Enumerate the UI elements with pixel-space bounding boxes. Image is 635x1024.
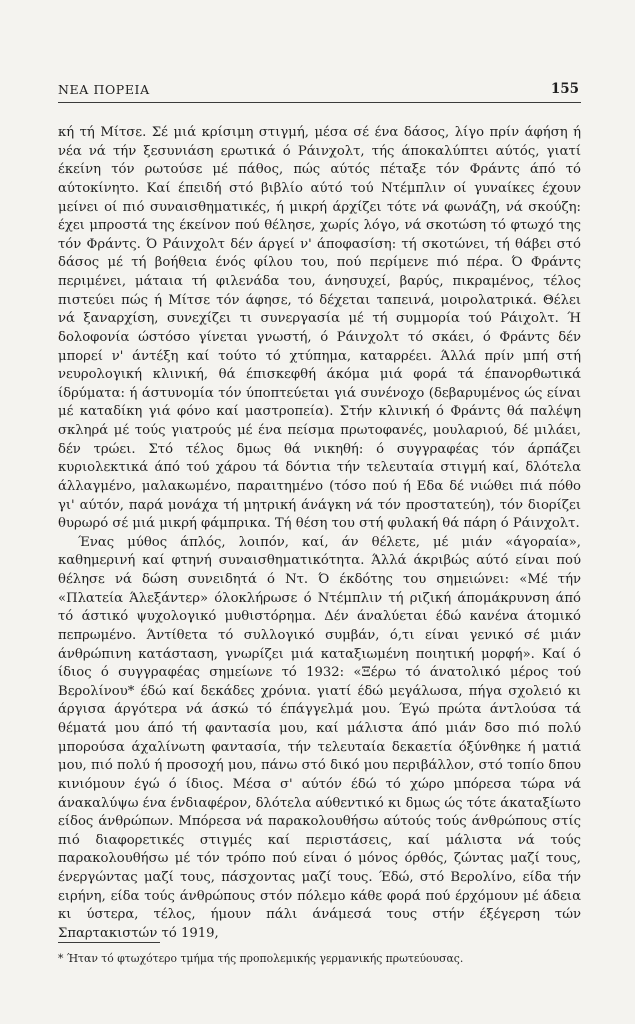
page-number: 155: [550, 81, 579, 97]
paragraph: Ένας μύθος άπλός, λοιπόν, καί, άν θέλετε, μέ μιάν «άγοραία», καθημερινή καί φτηνή συναισθηματικότητα. Άλλά άκριβώς αύτό είναι πού θέλησε νά δώση συνειδητά ό Ντ. Ό έκδότης του σημειώνει: «Μέ τήν «Πλατεία Άλεξάντερ» όλοκλήρωσε ό Ντέμπλιν τή ριζική άπομάκρυνση άπό τό άστικό ψυχολογικό μυθιστόρημα. Δέν άναλύεται έδώ κανένα άτομικό πεπρωμένο. Άντίθετα τό συλλογικό συμβάν, ό,τι είναι γενικό σέ μιάν άνθρώπινη κατάσταση, γνωρίζει μιά καταξιωμένη ποιητική μορφή». Καί ό ίδιος ό συγγραφέας σημείωνε τό 1932: «Ξέρω τό άνατολικό μέρος τού Βερολίνου* έδώ καί δεκάδες χρόνια. γιατί έδώ μεγάλωσα, πήγα σχολειό κι άργισα άργότερα νά άσκώ τό έπάγγελμά μου. Έγώ πρώτα άντλούσα τά θέματά μου άπό τή φαντασία μου, καί μάλιστα άπό μιάν δσο πιό πολύ μπορούσα άχαλίνωτη φαντασία, τήν τελευταία δεκαετία όξύνθηκε ή ματιά μου, πιό πολύ ή προσοχή μου, πάνω στό δικό μου περιβάλλον, στό τοπίο δπου κινιόμουν έγώ ό ίδιος. Μέσα σ' αύτόν έδώ τό χώρο μπόρεσα τώρα νά άνακαλύψω ένα ένδιαφέρον, δλότελα αύθεντικό κι δμως ώς τότε άκαταξίωτο είδος άνθρώπων. Μπόρεσα νά παρακολουθήσω αύτούς τούς άνθρώπους στίς πιό διαφορετικές στιγμές καί περιστάσεις, καί μάλιστα νά τούς παρακολουθήσω μέ τόν τρόπο πού είναι ό μόνος όρθός, ζώντας μαζί τους, ένεργώντας μαζί τους, πάσχοντας μαζί τους. Έδώ, στό Βερολίνο, είδα τήν ειρήνη, είδα τούς άνθρώπους στόν πόλεμο κάθε φορά πού έρχόμουν μέ άδεια κι ύστερα, τέλος, ήμουν πάλι άνάμεσά τους στήν έξέγερση τών Σπαρτακιστών τό 1919,: [58, 534, 581, 941]
footnote-rule: [58, 942, 160, 943]
journal-title: ΝΕΑ ΠΟΡΕΙΑ: [58, 82, 150, 97]
body-text: [58, 124, 581, 944]
paragraph: κή τή Μίτσε. Σέ μιά κρίσιμη στιγμή, μέσα σέ ένα δάσος, λίγο πρίν άφήση ή νέα νά τήν ξεσυνιάση ερωτικά ό Ράινχολτ, τής άποκαλύπτει αύτός, γιατί έκείνη τόν ρωτούσε μέ πάθος, πώς αύτός πέταξε τόν Φράντς άπό τό αύτοκίνητο. Καί έπειδή στό βιβλίο αύτό τού Ντέμπλιν οί γυναίκες έχουν μείνει οί πιό συναισθηματικές, ή μικρή άρχίζει τότε νά φωνάζη, νά σκούζη: έχει μπροστά της έκείνον πού θέλησε, χωρίς λόγο, νά σκοτώση τό φτωχό της τόν Φράντς. Ό Ράινχολτ δέν άργεί ν' άποφασίση: τή σκοτώνει, τή θάβει στό δάσος μέ τή βοήθεια ένός φίλου του, πού περίμενε πιό πέρα. Ό Φράντς περιμένει, μάταια τή φιλενάδα του, άνησυχεί, βαρύς, πικραμένος, τέλος πιστεύει πώς ή Μίτσε τόν άφησε, τό δέχεται ταπεινά, μοιρολατρικά. Θέλει νά ξαναρχίση, συνεχίζει τι συνεργασία μέ τή συμμορία τού Ράιχολτ. Ή δολοφονία ώστόσο γίνεται γνωστή, ό Ράινχολτ τό σκάει, ό Φράντς δέν μπορεί ν' άντέξη καί τούτο τό χτύπημα, καταρρέει. Άλλά πρίν μπή στή νευρολογική κλινική, θά έπισκεφθή άκόμα μιά φορά τά έπανορθωτικά ίδρύματα: ή άστυνομία τόν ύποπτεύεται γιά συνένοχο (δεβαρυμένος ώς είναι μέ καταδίκη γιά φόνο καί μαστροπεία). Στήν κλινική ό Φράντς θά παλέψη σκληρά μέ τούς γιατρούς μέ ένα πείσμα πρωτοφανές, μουλαριού, δέ μιλάει, δέν τρώει. Στό τέλος δμως θά νικηθή: ό συγγραφέας τόν άρπάζει κυριολεκτικά άπό τού χάρου τά δόντια τήν τελευταία στιγμή καί, δλότελα άλλαγμένο, μαλακωμένο, παραιτημένο (τόσο πού ή Εδα δέ νιώθει πιά πόθο γι' αύτόν, παρά μονάχα τή μητρική άνάγκη νά τόν προστατεύη), τόν διορίζει θυρωρό σέ μιά μικρή φάμπρικα. Τή θέση του στή φυλακή θά πάρη ό Ράινχολτ.: [58, 125, 581, 532]
running-header: [58, 82, 581, 103]
footnote: * Ήταν τό φτωχότερο τμήμα τής προπολεμικής γερμανικής πρωτεύουσας.: [58, 952, 464, 965]
